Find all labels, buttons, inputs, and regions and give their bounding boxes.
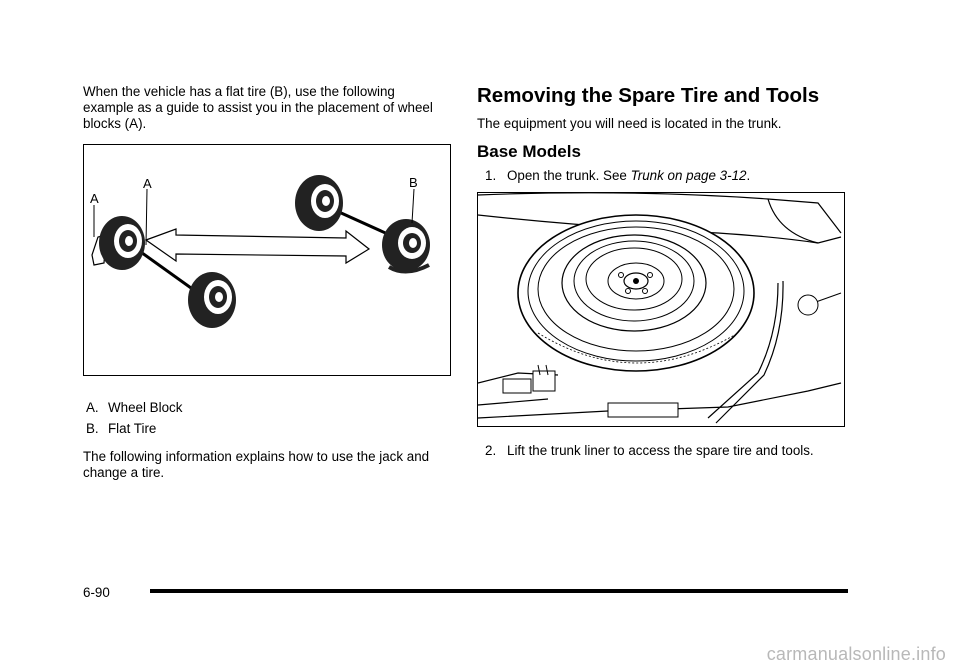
equipment-paragraph: The equipment you will need is located in the trunk. — [477, 116, 782, 131]
wheel-block-diagram — [83, 144, 451, 376]
step-end: . — [746, 168, 751, 183]
tool-bracket — [503, 365, 555, 393]
trunk-spare-illustration — [478, 193, 843, 425]
label-a-top: A — [143, 176, 152, 191]
tire-left-front — [99, 216, 145, 270]
right-column — [477, 84, 849, 459]
legend-key: A. — [86, 400, 99, 415]
legend-text: Wheel Block — [108, 400, 183, 415]
subsection-heading: Base Models — [477, 142, 581, 161]
trunk-fixture — [798, 295, 818, 315]
figure-legend — [86, 400, 453, 437]
jack-info-paragraph: The following information explains how to use the jack and change a tire. — [83, 449, 430, 480]
label-a-left: A — [90, 191, 99, 206]
step-2 — [477, 443, 849, 459]
left-column — [83, 84, 453, 481]
step-text: Lift the trunk liner to access the spare tire and tools. — [507, 443, 814, 458]
spare-tire-trunk-illustration — [477, 192, 845, 427]
tire-right-front — [295, 175, 343, 231]
step-1 — [477, 168, 849, 184]
intro-paragraph: When the vehicle has a flat tire (B), use the following example as a guide to assist you in the placement of wheel blocks (A). — [83, 84, 433, 131]
legend-text: Flat Tire — [108, 421, 157, 436]
trunk-page-reference: Trunk on page 3-12 — [630, 168, 747, 183]
wheel-block-illustration — [84, 145, 449, 374]
step-number: 1. — [485, 168, 497, 183]
step-number: 2. — [485, 443, 497, 458]
label-b: B — [409, 175, 418, 190]
step-text: Open the trunk. See — [507, 168, 631, 183]
legend-item-b — [86, 421, 453, 437]
tire-left-rear — [188, 272, 236, 328]
page-number: 6-90 — [83, 585, 110, 600]
footer-rule — [150, 589, 848, 593]
trunk-panel — [608, 403, 678, 417]
watermark: carmanualsonline.info — [766, 644, 946, 664]
legend-key: B. — [86, 421, 99, 436]
section-heading: Removing the Spare Tire and Tools — [477, 84, 820, 107]
legend-item-a — [86, 400, 453, 416]
spare-tire — [518, 215, 754, 371]
flat-tire — [382, 219, 430, 272]
